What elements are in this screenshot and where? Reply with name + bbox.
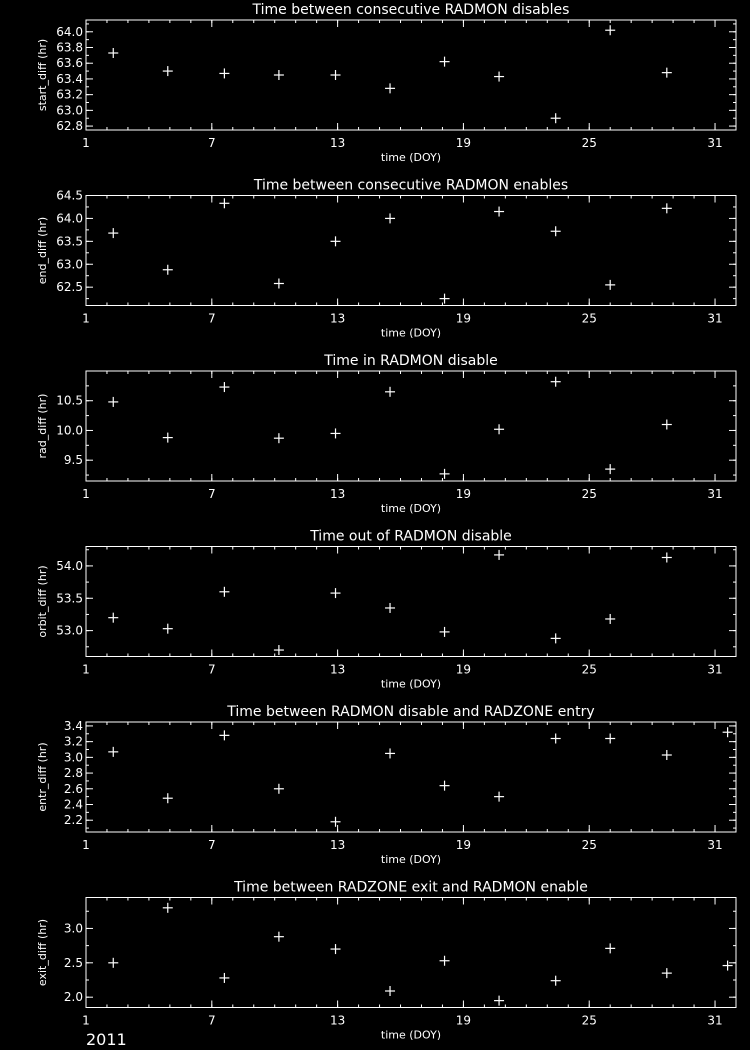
data-point xyxy=(494,72,504,82)
plot-frame xyxy=(86,898,736,1008)
data-point xyxy=(108,958,118,968)
data-point xyxy=(331,70,341,80)
panel-title: Time out of RADMON disable xyxy=(310,528,512,545)
data-point xyxy=(331,236,341,246)
y-tick-label: 63.0 xyxy=(56,103,83,118)
x-axis-label: time (DOY) xyxy=(380,151,442,164)
data-point xyxy=(108,397,118,407)
x-tick-label: 19 xyxy=(455,311,472,326)
x-tick-label: 13 xyxy=(329,838,346,852)
data-point xyxy=(662,420,672,430)
x-tick-label: 7 xyxy=(207,662,216,677)
x-tick-label: 13 xyxy=(329,662,346,677)
data-point xyxy=(662,203,672,213)
x-tick-label: 31 xyxy=(707,1013,723,1028)
x-tick-label: 1 xyxy=(82,311,90,326)
x-tick-label: 7 xyxy=(207,136,216,150)
x-tick-label: 7 xyxy=(207,311,216,326)
panel-title: Time between consecutive RADMON enables xyxy=(253,177,569,194)
data-point xyxy=(219,730,229,740)
data-point xyxy=(494,424,504,434)
x-tick-label: 13 xyxy=(329,487,346,501)
x-tick-label: 1 xyxy=(82,1013,90,1028)
y-axis-label: end_diff (hr) xyxy=(36,216,49,285)
x-tick-label: 25 xyxy=(581,136,597,150)
panel-5 xyxy=(36,704,736,866)
panel-4 xyxy=(36,529,736,691)
data-point xyxy=(163,433,173,443)
y-tick-label: 9.5 xyxy=(63,453,83,468)
y-tick-label: 53.5 xyxy=(56,591,83,606)
data-point xyxy=(662,968,672,978)
data-point xyxy=(274,784,284,794)
y-axis-label: rad_diff (hr) xyxy=(36,393,49,459)
x-tick-label: 25 xyxy=(581,1013,597,1028)
data-point xyxy=(163,66,173,76)
x-tick-label: 25 xyxy=(581,838,597,852)
x-axis-label: time (DOY) xyxy=(380,677,442,691)
data-point xyxy=(108,228,118,238)
data-point xyxy=(385,748,395,758)
x-tick-label: 31 xyxy=(707,487,723,501)
data-point xyxy=(274,279,284,289)
y-tick-label: 64.0 xyxy=(56,211,83,226)
data-point xyxy=(274,932,284,942)
data-point xyxy=(662,553,672,563)
data-point xyxy=(108,747,118,757)
panel-3 xyxy=(36,353,736,515)
y-axis-label: entr_diff (hr) xyxy=(36,742,49,812)
plot-frame xyxy=(86,722,736,832)
data-point xyxy=(440,57,450,67)
y-tick-label: 2.2 xyxy=(63,813,83,828)
data-point xyxy=(494,550,504,560)
data-point xyxy=(494,207,504,217)
data-point xyxy=(219,68,229,78)
data-point xyxy=(440,627,450,637)
data-point xyxy=(331,588,341,598)
data-point xyxy=(605,25,615,35)
y-tick-label: 63.8 xyxy=(56,40,83,55)
data-point xyxy=(605,614,615,624)
data-point xyxy=(108,613,118,623)
x-tick-label: 31 xyxy=(707,662,723,677)
panel-1 xyxy=(36,2,736,164)
panel-2 xyxy=(36,178,736,340)
y-tick-label: 53.0 xyxy=(56,623,83,638)
x-axis-label: time (DOY) xyxy=(380,502,442,515)
data-point xyxy=(385,603,395,613)
y-tick-label: 2.8 xyxy=(63,766,83,781)
y-tick-label: 10.5 xyxy=(56,393,83,408)
x-tick-label: 1 xyxy=(82,662,90,677)
x-tick-label: 13 xyxy=(329,136,346,150)
panel-6 xyxy=(36,880,736,1042)
data-point xyxy=(385,83,395,93)
panel-title: Time between RADZONE exit and RADMON enable xyxy=(234,879,588,896)
data-point xyxy=(219,587,229,597)
data-point xyxy=(551,377,561,387)
data-point xyxy=(723,727,733,737)
y-tick-label: 63.0 xyxy=(56,257,83,272)
data-point xyxy=(551,976,561,986)
data-point xyxy=(219,973,229,983)
data-point xyxy=(163,624,173,634)
data-point xyxy=(605,734,615,744)
x-tick-label: 1 xyxy=(82,838,90,852)
y-tick-label: 2.6 xyxy=(63,781,83,796)
data-point xyxy=(385,387,395,397)
data-point xyxy=(605,464,615,474)
data-point xyxy=(494,996,504,1006)
plot-frame xyxy=(86,371,736,481)
x-tick-label: 31 xyxy=(707,838,723,852)
x-tick-label: 19 xyxy=(455,1013,472,1028)
data-point xyxy=(219,382,229,392)
x-tick-label: 13 xyxy=(329,311,346,326)
data-point xyxy=(551,633,561,643)
data-point xyxy=(440,469,450,479)
data-point xyxy=(219,198,229,208)
x-tick-label: 7 xyxy=(207,487,216,501)
data-point xyxy=(274,645,284,655)
data-point xyxy=(662,750,672,760)
data-point xyxy=(163,903,173,913)
y-tick-label: 3.4 xyxy=(63,718,83,733)
x-axis-label: time (DOY) xyxy=(380,326,442,340)
data-point xyxy=(440,294,450,304)
y-tick-label: 10.0 xyxy=(56,423,83,438)
data-point xyxy=(551,734,561,744)
y-tick-label: 62.5 xyxy=(56,280,83,295)
x-tick-label: 1 xyxy=(82,487,90,501)
y-tick-label: 64.0 xyxy=(56,24,83,39)
data-point xyxy=(662,68,672,78)
data-point xyxy=(551,113,561,123)
x-tick-label: 7 xyxy=(207,1013,216,1028)
x-tick-label: 19 xyxy=(455,487,472,501)
data-point xyxy=(723,961,733,971)
data-point xyxy=(163,793,173,803)
x-tick-label: 25 xyxy=(581,311,597,326)
x-axis-label: time (DOY) xyxy=(380,853,442,866)
y-axis-label: exit_diff (hr) xyxy=(36,918,49,987)
y-tick-label: 2.5 xyxy=(63,955,83,970)
y-tick-label: 2.4 xyxy=(63,797,83,812)
data-point xyxy=(440,781,450,791)
y-tick-label: 63.2 xyxy=(56,87,83,102)
plot-frame xyxy=(86,196,736,306)
y-tick-label: 3.2 xyxy=(63,734,83,749)
data-point xyxy=(274,70,284,80)
year-label: 2011 xyxy=(86,1030,127,1049)
data-point xyxy=(274,433,284,443)
y-axis-label: orbit_diff (hr) xyxy=(36,565,49,638)
data-point xyxy=(440,956,450,966)
data-point xyxy=(331,428,341,438)
y-tick-label: 3.0 xyxy=(63,750,83,765)
y-tick-label: 64.5 xyxy=(56,188,83,203)
panel-title: Time between RADMON disable and RADZONE entry xyxy=(227,704,595,720)
y-tick-label: 63.4 xyxy=(56,71,83,86)
data-point xyxy=(163,265,173,275)
y-tick-label: 3.0 xyxy=(63,921,83,936)
y-tick-label: 63.5 xyxy=(56,234,83,249)
data-point xyxy=(331,817,341,827)
data-point xyxy=(494,792,504,802)
data-point xyxy=(605,280,615,290)
plot-frame xyxy=(86,20,736,130)
panel-title: Time in RADMON disable xyxy=(324,353,498,369)
y-axis-label: start_diff (hr) xyxy=(36,38,49,112)
x-tick-label: 31 xyxy=(707,136,723,150)
x-tick-label: 19 xyxy=(455,662,472,677)
x-tick-label: 1 xyxy=(82,136,90,150)
y-tick-label: 54.0 xyxy=(56,558,83,573)
x-tick-label: 19 xyxy=(455,136,472,150)
x-tick-label: 19 xyxy=(455,838,472,852)
data-point xyxy=(605,943,615,953)
x-axis-label: time (DOY) xyxy=(380,1028,442,1042)
y-tick-label: 63.6 xyxy=(56,56,83,71)
x-tick-label: 25 xyxy=(581,662,597,677)
x-tick-label: 13 xyxy=(329,1013,346,1028)
x-tick-label: 25 xyxy=(581,487,597,501)
data-point xyxy=(385,986,395,996)
y-tick-label: 2.0 xyxy=(63,990,83,1005)
plot-frame xyxy=(86,547,736,657)
data-point xyxy=(108,48,118,58)
x-tick-label: 7 xyxy=(207,838,216,852)
data-point xyxy=(331,944,341,954)
data-point xyxy=(385,213,395,223)
panel-title: Time between consecutive RADMON disables xyxy=(252,2,570,18)
x-tick-label: 31 xyxy=(707,311,723,326)
y-tick-label: 62.8 xyxy=(56,119,83,134)
data-point xyxy=(551,226,561,236)
